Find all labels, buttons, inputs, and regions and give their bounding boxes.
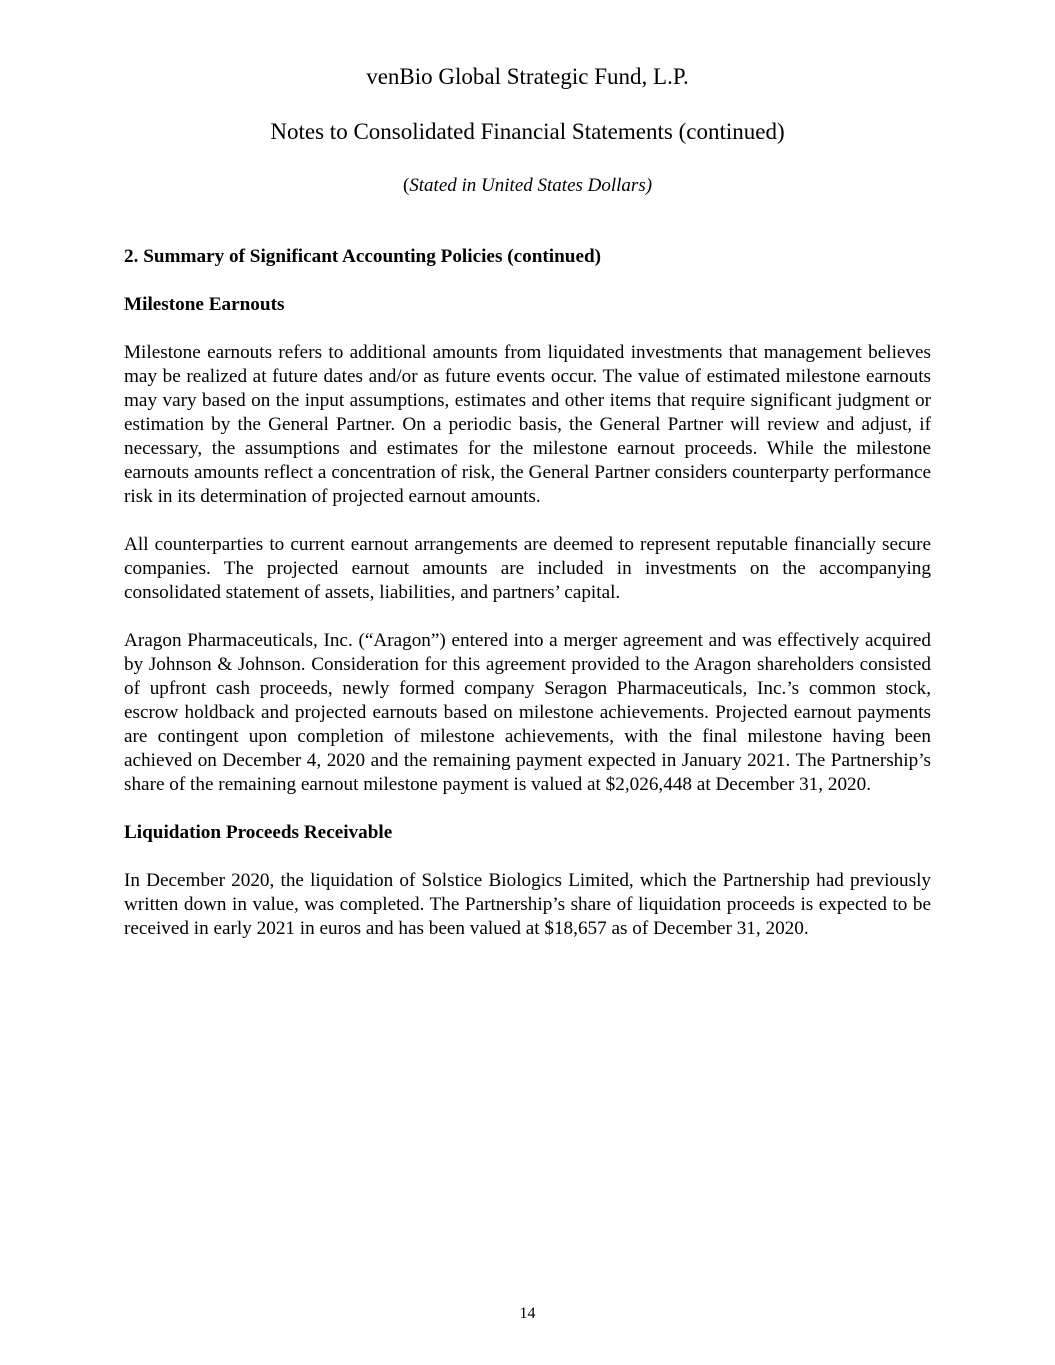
spacer: [124, 797, 931, 821]
page-number: 14: [519, 1305, 536, 1322]
milestone-paragraph-2: All counterparties to current earnout arrangements are deemed to represent reputable financially secure companies. The projected earnout amounts are included in investments on the accompanying consolidated statement of assets, liabilities, and partners’ capital.: [124, 534, 931, 603]
liquidation-paragraph-1: In December 2020, the liquidation of Solstice Biologics Limited, which the Partnership had previously written down in value, was completed. The Partnership’s share of liquidation proceeds is expected to be received in early 2021 in euros and has been valued at $18,657 as of December 31, 2020.: [124, 870, 931, 939]
fund-name: venBio Global Strategic Fund, L.P.: [366, 64, 689, 89]
document-body: [124, 245, 931, 941]
currency-note-text: Stated in United States Dollars): [409, 175, 653, 196]
spacer: [124, 317, 931, 341]
notes-title: Notes to Consolidated Financial Statements (continued): [270, 119, 785, 144]
spacer: [124, 269, 931, 293]
spacer: [124, 509, 931, 533]
section-title: 2. Summary of Significant Accounting Policies (continued): [124, 246, 602, 267]
milestone-paragraph-1: Milestone earnouts refers to additional amounts from liquidated investments that management believes may be realized at future dates and/or as future events occur. The value of estimated milestone earnouts may vary based on the input assumptions, estimates and other items that require significant judgment or estimation by the General Partner. On a periodic basis, the General Partner will review and adjust, if necessary, the assumptions and estimates for the milestone earnout proceeds. While the milestone earnouts amounts reflect a concentration of risk, the General Partner considers counterparty performance risk in its determination of projected earnout amounts.: [124, 342, 931, 507]
spacer: [124, 845, 931, 869]
currency-note-open: (: [402, 175, 410, 196]
milestone-heading: Milestone Earnouts: [124, 294, 285, 315]
liquidation-heading: Liquidation Proceeds Receivable: [124, 822, 393, 843]
currency-note: [0, 174, 1055, 198]
milestone-paragraph-3: Aragon Pharmaceuticals, Inc. (“Aragon”) entered into a merger agreement and was effectively acquired by Johnson & Johnson. Consideration for this agreement provided to the Aragon shareholders consisted of upfront cash proceeds, newly formed company Seragon Pharmaceuticals, Inc.’s common stock, escrow holdback and projected earnouts based on milestone achievements. Projected earnout payments are contingent upon completion of milestone achievements, with the final milestone having been achieved on December 4, 2020 and the remaining payment expected in January 2021. The Partnership’s share of the remaining earnout milestone payment is valued at $2,026,448 at December 31, 2020.: [124, 630, 931, 795]
spacer: [124, 605, 931, 629]
